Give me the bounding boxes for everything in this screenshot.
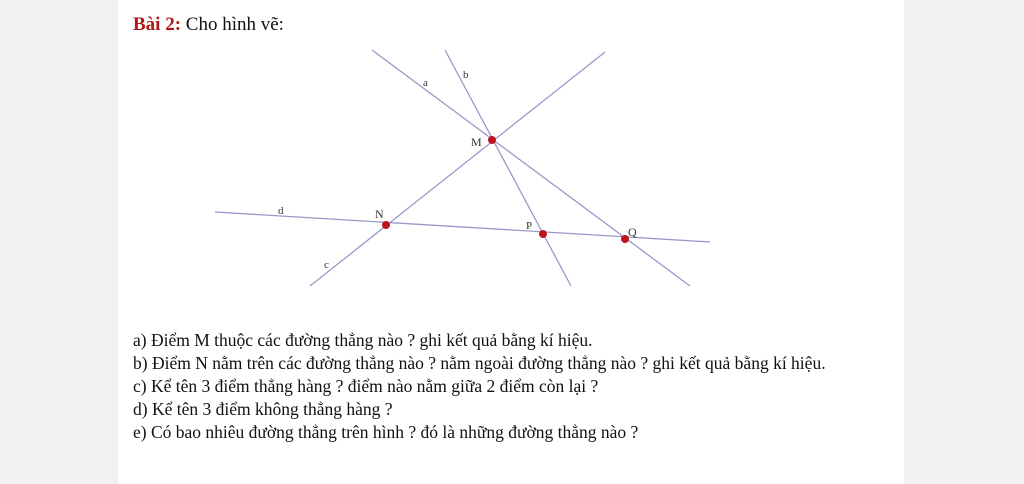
- point-m: [488, 136, 496, 144]
- geometry-figure: [118, 0, 904, 320]
- label-line-d: d: [278, 205, 284, 217]
- label-point-m: M: [471, 135, 482, 149]
- label-line-a: a: [423, 77, 428, 89]
- line-a: [372, 50, 690, 286]
- question-e: e) Có bao nhiêu đường thẳng trên hình ? đó là những đường thẳng nào ?: [133, 422, 639, 442]
- label-line-c: c: [324, 259, 329, 271]
- point-n: [382, 221, 390, 229]
- label-point-q: Q: [628, 225, 637, 239]
- document-page: [118, 0, 904, 484]
- point-p: [539, 230, 547, 238]
- exercise-instruction: Cho hình vẽ:: [185, 14, 284, 35]
- question-list: [133, 329, 873, 444]
- question-c: c) Kể tên 3 điểm thẳng hàng ? điểm nào nằm giữa 2 điểm còn lại ?: [133, 376, 599, 396]
- question-b: b) Điểm N nằm trên các đường thẳng nào ? nằm ngoài đường thẳng nào ? ghi kết quả bằng kí hiệu.: [133, 353, 826, 373]
- line-c: [310, 52, 605, 286]
- label-point-n: N: [375, 207, 384, 221]
- line-b: [445, 50, 571, 286]
- question-a: a) Điểm M thuộc các đường thẳng nào ? ghi kết quả bằng kí hiệu.: [133, 330, 593, 350]
- exercise-number: Bài 2:: [133, 14, 182, 35]
- label-point-p: P: [526, 220, 533, 232]
- question-d: d) Kể tên 3 điểm không thẳng hàng ?: [133, 399, 393, 419]
- label-line-b: b: [463, 69, 469, 81]
